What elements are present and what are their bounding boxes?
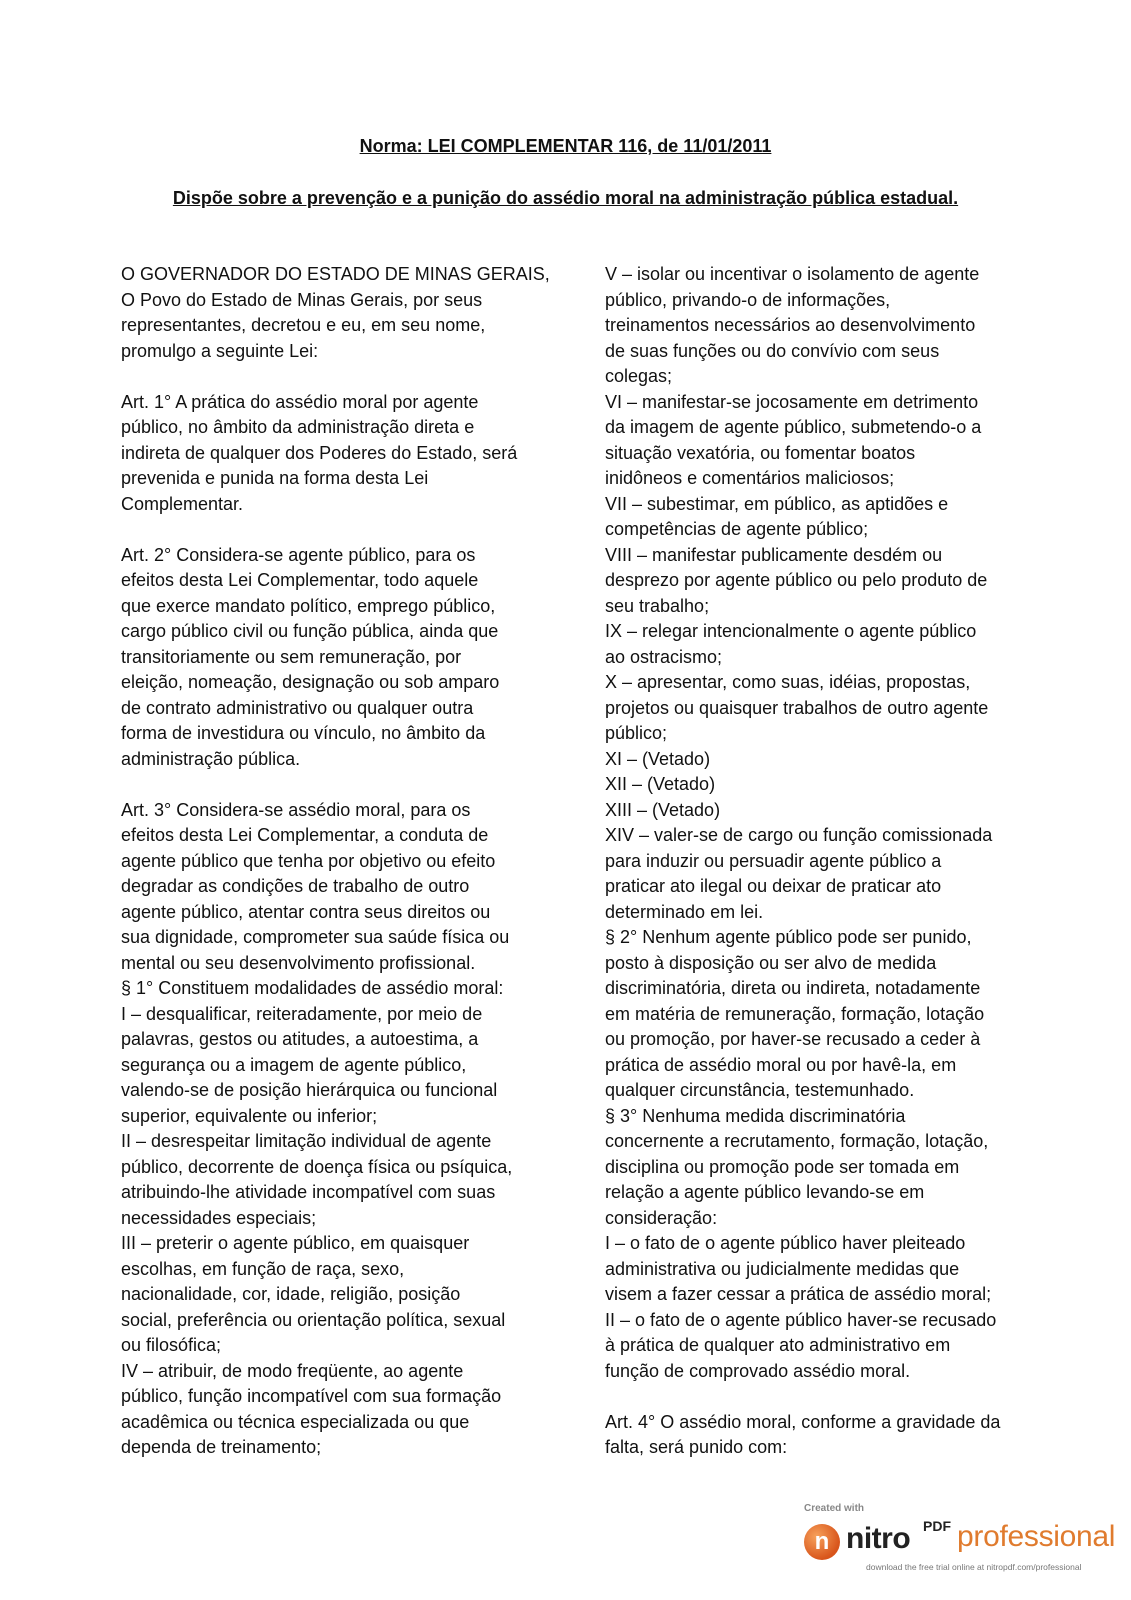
text-line: prática de assédio moral ou por havê-la, em bbox=[605, 1054, 957, 1075]
text-line: § 2° Nenhum agente público pode ser punido, bbox=[605, 927, 972, 947]
text-line: Art. 3° Considera-se assédio moral, para os bbox=[121, 799, 471, 820]
text-line: de contrato administrativo ou qualquer outra bbox=[121, 697, 474, 718]
text-line: posto à disposição ou ser alvo de medida bbox=[605, 952, 937, 973]
text-line: ou filosófica; bbox=[121, 1335, 222, 1355]
text-line: concernente a recrutamento, formação, lotação, bbox=[605, 1131, 989, 1151]
text-line: dependa de treinamento; bbox=[121, 1437, 322, 1457]
text-line: falta, será punido com: bbox=[605, 1437, 788, 1457]
text-line: Art. 1° A prática do assédio moral por agente bbox=[121, 391, 479, 412]
text-line: situação vexatória, ou fomentar boatos bbox=[605, 442, 916, 463]
text-line: VII – subestimar, em público, as aptidões e bbox=[605, 493, 949, 514]
text-line: agente público, atentar contra seus direitos ou bbox=[121, 901, 491, 922]
text-line: VIII – manifestar publicamente desdém ou bbox=[605, 544, 943, 565]
text-line: à prática de qualquer ato administrativo em bbox=[605, 1335, 951, 1355]
text-line: necessidades especiais; bbox=[121, 1207, 317, 1228]
text-line: degradar as condições de trabalho de outro bbox=[121, 876, 470, 896]
text-line: cargo público civil ou função pública, ainda que bbox=[121, 621, 499, 641]
created-with-label: Created with bbox=[804, 1503, 865, 1514]
right-text-column bbox=[605, 262, 1035, 1461]
text-line: administração pública. bbox=[121, 748, 301, 769]
left-text-column bbox=[121, 262, 551, 1461]
text-line: inidôneos e comentários maliciosos; bbox=[605, 468, 895, 488]
paragraph-gap bbox=[121, 517, 551, 543]
text-line: sua dignidade, comprometer sua saúde física ou bbox=[121, 927, 510, 947]
text-line: para induzir ou persuadir agente público a bbox=[605, 850, 942, 871]
text-line: V – isolar ou incentivar o isolamento de agente bbox=[605, 264, 980, 284]
text-line: II – o fato de o agente público haver-se recusado bbox=[605, 1309, 997, 1330]
text-line: público; bbox=[605, 723, 668, 743]
text-line: seu trabalho; bbox=[605, 595, 710, 616]
text-line: XIII – (Vetado) bbox=[605, 799, 721, 820]
text-line: indireta de qualquer dos Poderes do Estado, será bbox=[121, 442, 518, 463]
nitro-logo-letter: n bbox=[814, 1528, 830, 1555]
text-line: Art. 2° Considera-se agente público, para os bbox=[121, 544, 476, 565]
text-line: nacionalidade, cor, idade, religião, posição bbox=[121, 1284, 461, 1304]
text-line: representantes, decretou e eu, em seu nome, bbox=[121, 315, 486, 335]
text-line: efeitos desta Lei Complementar, a conduta de bbox=[121, 825, 489, 845]
paragraph-gap bbox=[605, 1384, 1035, 1410]
text-line: público, no âmbito da administração direta e bbox=[121, 417, 475, 437]
text-line: O Povo do Estado de Minas Gerais, por seus bbox=[121, 289, 483, 310]
text-line: disciplina ou promoção pode ser tomada em bbox=[605, 1156, 960, 1177]
text-line: XII – (Vetado) bbox=[605, 774, 716, 794]
text-line: ou promoção, por haver-se recusado a ceder à bbox=[605, 1029, 981, 1049]
text-line: Art. 4° O assédio moral, conforme a gravidade da bbox=[605, 1411, 1001, 1432]
text-line: da imagem de agente público, submetendo-o a bbox=[605, 417, 982, 437]
text-line: O GOVERNADOR DO ESTADO DE MINAS GERAIS, bbox=[121, 264, 550, 284]
nitro-trial-text: download the free trial online at nitropdf.com/professional bbox=[866, 1562, 1082, 1572]
text-line: valendo-se de posição hierárquica ou funcional bbox=[121, 1080, 498, 1100]
text-line: I – o fato de o agente público haver pleiteado bbox=[605, 1233, 966, 1253]
text-line: III – preterir o agente público, em quaisquer bbox=[121, 1233, 470, 1253]
text-line: público, privando-o de informações, bbox=[605, 289, 891, 310]
text-line: competências de agente público; bbox=[605, 519, 869, 539]
paragraph-gap bbox=[121, 772, 551, 798]
text-line: § 1° Constituem modalidades de assédio moral: bbox=[121, 978, 504, 998]
text-line: social, preferência ou orientação política, sexual bbox=[121, 1309, 506, 1330]
text-line: efeitos desta Lei Complementar, todo aquele bbox=[121, 570, 479, 590]
text-line: § 3° Nenhuma medida discriminatória bbox=[605, 1105, 906, 1126]
text-line: acadêmica ou técnica especializada ou que bbox=[121, 1411, 470, 1432]
document-title: Norma: LEI COMPLEMENTAR 116, de 11/01/2011 bbox=[359, 136, 772, 156]
text-line: qualquer circunstância, testemunhado. bbox=[605, 1080, 915, 1100]
nitro-brand: nitro bbox=[846, 1522, 911, 1555]
text-line: escolhas, em função de raça, sexo, bbox=[121, 1258, 405, 1279]
text-line: promulgo a seguinte Lei: bbox=[121, 340, 319, 361]
text-line: prevenida e punida na forma desta Lei bbox=[121, 468, 429, 488]
text-line: ao ostracismo; bbox=[605, 646, 723, 667]
text-line: administrativa ou judicialmente medidas que bbox=[605, 1258, 960, 1279]
nitro-watermark bbox=[800, 1500, 1125, 1590]
text-line: desprezo por agente público ou pelo produto de bbox=[605, 570, 988, 590]
text-line: palavras, gestos ou atitudes, a autoestima, a bbox=[121, 1029, 479, 1049]
text-line: X – apresentar, como suas, idéias, propostas, bbox=[605, 672, 971, 692]
text-line: colegas; bbox=[605, 366, 673, 386]
text-line: IX – relegar intencionalmente o agente público bbox=[605, 621, 977, 641]
paragraph-gap bbox=[121, 364, 551, 390]
text-line: relação a agente público levando-se em bbox=[605, 1182, 925, 1202]
text-line: I – desqualificar, reiteradamente, por meio de bbox=[121, 1003, 483, 1024]
text-line: transitoriamente ou sem remuneração, por bbox=[121, 646, 462, 667]
text-line: IV – atribuir, de modo freqüente, ao agente bbox=[121, 1360, 464, 1381]
text-line: projetos ou quaisquer trabalhos de outro agente bbox=[605, 697, 989, 718]
nitro-pdf-label: PDF bbox=[923, 1518, 951, 1534]
text-line: consideração: bbox=[605, 1207, 718, 1228]
text-line: discriminatória, direta ou indireta, notadamente bbox=[605, 978, 981, 998]
text-line: Complementar. bbox=[121, 493, 244, 514]
text-line: forma de investidura ou vínculo, no âmbito da bbox=[121, 723, 486, 743]
nitro-edition: professional bbox=[957, 1520, 1116, 1553]
text-line: VI – manifestar-se jocosamente em detrimento bbox=[605, 391, 979, 412]
text-line: função de comprovado assédio moral. bbox=[605, 1360, 911, 1381]
text-line: praticar ato ilegal ou deixar de praticar ato bbox=[605, 876, 942, 896]
document-subtitle: Dispõe sobre a prevenção e a punição do assédio moral na administração pública estadual. bbox=[172, 188, 959, 208]
text-line: em matéria de remuneração, formação, lotação bbox=[605, 1003, 985, 1024]
text-line: segurança ou a imagem de agente público, bbox=[121, 1054, 467, 1075]
text-line: que exerce mandato político, emprego público, bbox=[121, 595, 496, 616]
text-line: visem a fazer cessar a prática de assédio moral; bbox=[605, 1284, 992, 1304]
text-line: treinamentos necessários ao desenvolvimento bbox=[605, 315, 976, 335]
text-line: determinado em lei. bbox=[605, 901, 764, 922]
nitro-logo-icon bbox=[804, 1524, 840, 1560]
text-line: público, decorrente de doença física ou psíquica, bbox=[121, 1156, 513, 1177]
text-line: XI – (Vetado) bbox=[605, 748, 711, 769]
text-line: eleição, nomeação, designação ou sob amparo bbox=[121, 672, 500, 692]
text-line: atribuindo-lhe atividade incompatível com suas bbox=[121, 1182, 496, 1202]
text-line: XIV – valer-se de cargo ou função comissionada bbox=[605, 825, 993, 845]
text-line: superior, equivalente ou inferior; bbox=[121, 1105, 378, 1126]
text-line: público, função incompatível com sua formação bbox=[121, 1386, 502, 1406]
text-line: de suas funções ou do convívio com seus bbox=[605, 340, 940, 361]
text-line: II – desrespeitar limitação individual de agente bbox=[121, 1131, 492, 1151]
text-line: agente público que tenha por objetivo ou efeito bbox=[121, 850, 496, 871]
text-line: mental ou seu desenvolvimento profissional. bbox=[121, 952, 476, 973]
